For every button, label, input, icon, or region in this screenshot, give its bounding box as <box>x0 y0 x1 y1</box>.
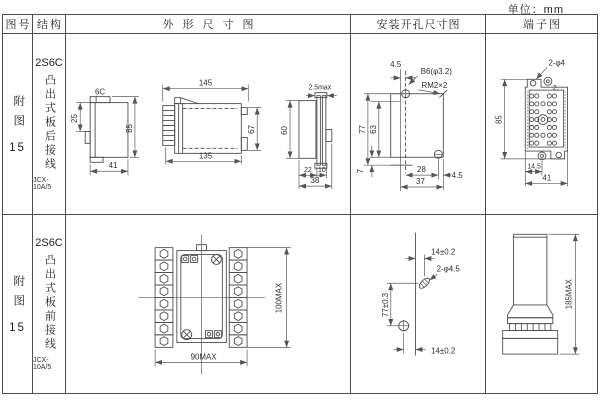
row2-fig-cell <box>3 215 33 393</box>
dim-height-total: 77 <box>357 125 367 134</box>
dim-top-tab: 6C <box>95 87 106 97</box>
dim-38: 38 <box>310 176 320 186</box>
row2-mounting-cell <box>351 215 486 393</box>
dim-mount-holes: 2-φ4 <box>548 58 565 68</box>
row1-fig-cell <box>3 34 33 215</box>
dimension-table <box>2 14 598 394</box>
row1-model-label: 2S6C <box>35 57 63 69</box>
dim-height-inner: 63 <box>368 125 378 134</box>
dim-offset-top: 4.5 <box>390 59 402 69</box>
row2-fig-label: 附图 <box>12 274 25 314</box>
hole-spec-label: 2-φ4.5 <box>436 264 460 274</box>
dim-foot: 7 <box>355 168 365 174</box>
row1-fig-number: 15 <box>9 141 26 154</box>
row2-outline-drawing <box>66 215 350 393</box>
relay-front-view <box>138 235 290 374</box>
row2-mounting-drawing <box>351 215 485 393</box>
row1-terminal-cell <box>486 34 597 215</box>
dim-width-90max: 90MAX <box>190 352 217 362</box>
dim-width-41: 41 <box>108 161 118 171</box>
row2-terminal-drawing <box>486 215 597 393</box>
row1-mounting-drawing <box>351 34 485 214</box>
relay-side-view-long <box>163 79 261 165</box>
header-cell-fig-no <box>3 15 33 34</box>
row2-outline-cell <box>66 215 351 393</box>
thread-spec-label: RM2×2 <box>421 80 448 90</box>
header-mounting-label: 安装开孔尺寸图 <box>376 19 461 31</box>
dim-body-height: 67 <box>247 125 257 134</box>
dim-height-185max: 185MAX <box>564 279 574 310</box>
slotted-hole <box>418 276 432 290</box>
row2-structure-cell <box>33 215 66 393</box>
dim-height-100max: 100MAX <box>274 282 284 314</box>
header-outline-label: 外形尺寸图 <box>162 19 263 31</box>
row1-fig-label: 附图 <box>12 94 25 134</box>
dim-body-length: 135 <box>198 151 213 161</box>
row2-model-note: JCX-10A/5 <box>33 357 52 371</box>
row1-structure-cell <box>33 34 66 215</box>
dim-total-length: 145 <box>198 78 213 88</box>
dim-left-height: 25 <box>70 114 80 123</box>
dim-22: 22 <box>304 167 312 175</box>
dim-vertical-spacing: 77±0.3 <box>380 292 390 318</box>
row1-structure-desc: 凸出式板后接线 <box>43 74 56 172</box>
dim-panel-thickness: 2.5max <box>308 84 332 92</box>
dim-width-inner: 28 <box>417 165 426 175</box>
dim-half-width: 14.5 <box>527 163 541 171</box>
header-cell-mounting <box>351 15 486 34</box>
row2-fig-number: 15 <box>9 321 26 334</box>
dim-offset-right: 4.5 <box>451 171 463 181</box>
rear-mounting-cutout <box>356 60 463 191</box>
header-fig-no-label: 图号 <box>5 19 32 31</box>
terminal-contact-grid <box>530 94 557 145</box>
row1-outline-drawing <box>66 34 350 214</box>
header-terminal-label: 端子图 <box>523 19 562 31</box>
unit-label: 单位：mm <box>507 4 564 16</box>
terminal-block-rear <box>495 59 568 187</box>
dim-offset-top: 14±0.2 <box>431 247 456 257</box>
relay-side-view-left <box>70 88 139 176</box>
header-cell-terminal <box>486 15 597 34</box>
dim-offset-bottom: 14±0.2 <box>431 346 456 356</box>
dim-cutout-height: 60 <box>280 126 290 135</box>
header-cell-outline <box>66 15 351 34</box>
relay-on-socket-side-view <box>503 234 580 354</box>
terminal-number-2: 2 <box>552 85 557 93</box>
hole-spec-label: B6(φ3.2) <box>420 66 452 76</box>
row1-mounting-cell <box>351 34 486 215</box>
dim-block-height: 85 <box>494 115 504 124</box>
dim-10: 10 <box>318 167 326 175</box>
row2-structure-desc: 凸出式板前接线 <box>43 254 56 352</box>
dim-side-height: 85 <box>124 124 134 133</box>
row1-outline-cell <box>66 34 351 215</box>
header-structure-label: 结构 <box>37 19 63 31</box>
dim-width-total: 37 <box>416 177 425 187</box>
row1-terminal-drawing <box>486 34 597 214</box>
header-cell-structure <box>33 15 66 34</box>
front-mounting-holes <box>381 233 460 356</box>
relay-rear-panel-view <box>280 85 337 189</box>
row1-model-note: JCX-10A/5 <box>33 177 52 191</box>
row2-model-label: 2S6C <box>35 237 63 249</box>
dim-block-width: 41 <box>542 173 552 183</box>
row2-terminal-cell <box>486 215 597 393</box>
